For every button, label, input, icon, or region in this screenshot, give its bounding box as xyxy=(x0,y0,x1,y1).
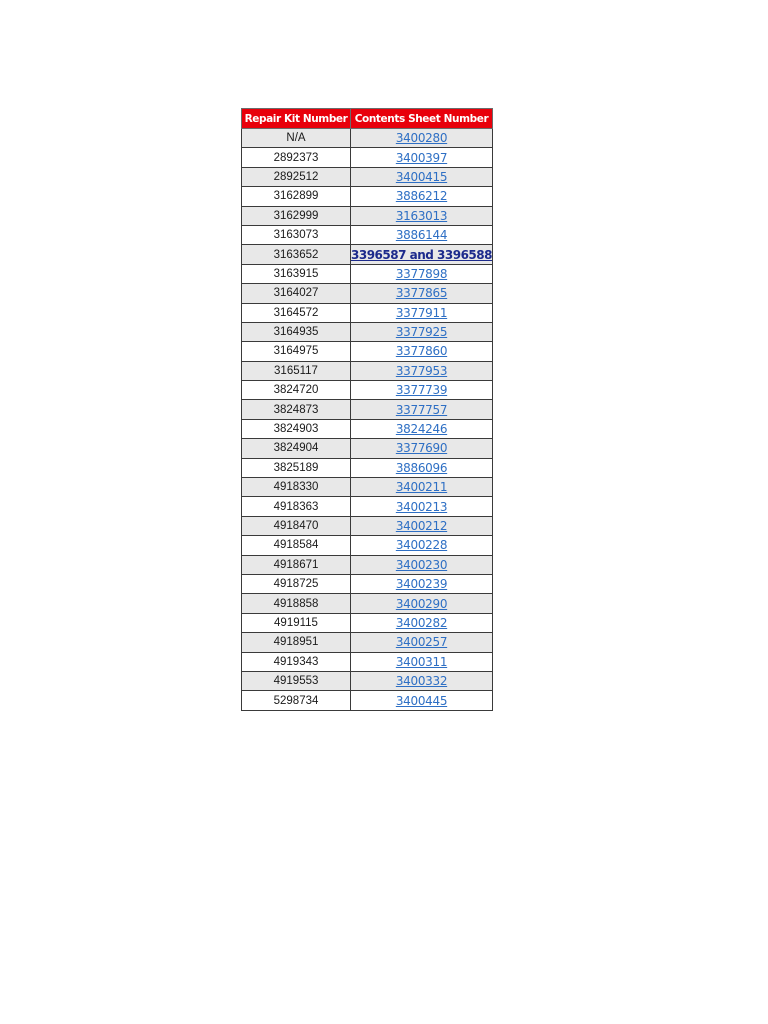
table-row xyxy=(242,516,493,535)
contents-sheet-number-cell xyxy=(351,439,493,458)
contents-sheet-number-cell xyxy=(351,245,493,264)
contents-sheet-link[interactable]: 3377865 xyxy=(395,286,448,301)
contents-sheet-number-cell xyxy=(351,381,493,400)
table-row xyxy=(242,167,493,186)
contents-sheet-number-cell xyxy=(351,187,493,206)
contents-sheet-link[interactable]: 3377925 xyxy=(395,325,448,340)
contents-sheet-number-cell xyxy=(351,536,493,555)
contents-sheet-number-cell xyxy=(351,613,493,632)
contents-sheet-number-cell xyxy=(351,129,493,148)
repair-kit-table xyxy=(241,108,493,711)
table-row xyxy=(242,574,493,593)
repair-kit-number-cell: 2892373 xyxy=(242,148,351,167)
repair-kit-number-cell: 4918470 xyxy=(242,516,351,535)
contents-sheet-link[interactable]: 3400228 xyxy=(395,538,448,553)
repair-kit-number-cell: 3164027 xyxy=(242,284,351,303)
contents-sheet-link[interactable]: 3377953 xyxy=(395,363,448,378)
table-row xyxy=(242,439,493,458)
contents-sheet-number-cell xyxy=(351,303,493,322)
contents-sheet-number-cell xyxy=(351,264,493,283)
contents-sheet-number-cell xyxy=(351,555,493,574)
repair-kit-number-cell: 4919343 xyxy=(242,652,351,671)
repair-kit-number-cell: 3164572 xyxy=(242,303,351,322)
contents-sheet-number-cell xyxy=(351,478,493,497)
table-row xyxy=(242,613,493,632)
contents-sheet-number-cell xyxy=(351,419,493,438)
contents-sheet-link[interactable]: 3886144 xyxy=(395,228,448,243)
repair-kit-number-cell: 3824903 xyxy=(242,419,351,438)
table-row xyxy=(242,478,493,497)
repair-kit-number-cell: 3165117 xyxy=(242,361,351,380)
table-row xyxy=(242,129,493,148)
repair-kit-number-cell: 4918725 xyxy=(242,574,351,593)
repair-kit-number-cell: 3825189 xyxy=(242,458,351,477)
contents-sheet-link[interactable]: 3400332 xyxy=(395,674,448,689)
table-row xyxy=(242,671,493,690)
repair-kit-number-cell: 4918330 xyxy=(242,478,351,497)
repair-kit-number-cell: 3824873 xyxy=(242,400,351,419)
contents-sheet-number-cell xyxy=(351,225,493,244)
table-row xyxy=(242,555,493,574)
table-body xyxy=(242,129,493,711)
contents-sheet-link[interactable]: 3400212 xyxy=(395,519,448,533)
contents-sheet-link[interactable]: 3400230 xyxy=(395,557,448,572)
table-row xyxy=(242,322,493,341)
table-row xyxy=(242,187,493,206)
contents-sheet-link[interactable]: 3400311 xyxy=(395,654,448,669)
table-row xyxy=(242,342,493,361)
contents-sheet-link[interactable]: 3396587 and 3396588 xyxy=(351,247,492,262)
table-row xyxy=(242,691,493,710)
table-row xyxy=(242,536,493,555)
table-row xyxy=(242,652,493,671)
repair-kit-number-cell: 4918584 xyxy=(242,536,351,555)
contents-sheet-link[interactable]: 3824246 xyxy=(395,422,448,437)
contents-sheet-number-cell xyxy=(351,167,493,186)
repair-kit-number-cell: 4919115 xyxy=(242,613,351,632)
contents-sheet-number-cell xyxy=(351,322,493,341)
contents-sheet-link[interactable]: 3377898 xyxy=(395,266,448,281)
contents-sheet-link[interactable]: 3377860 xyxy=(395,344,448,359)
table-row xyxy=(242,381,493,400)
repair-kit-number-cell: 5298734 xyxy=(242,691,351,710)
contents-sheet-link[interactable]: 3400397 xyxy=(395,150,448,165)
repair-kit-number-cell: 3162999 xyxy=(242,206,351,225)
contents-sheet-number-cell xyxy=(351,361,493,380)
contents-sheet-number-cell xyxy=(351,691,493,710)
contents-sheet-number-header: Contents Sheet Number xyxy=(351,109,493,129)
contents-sheet-link[interactable]: 3400211 xyxy=(395,480,448,495)
contents-sheet-link[interactable]: 3377757 xyxy=(395,402,448,417)
repair-kit-number-cell: 4918671 xyxy=(242,555,351,574)
contents-sheet-link[interactable]: 3400213 xyxy=(395,499,448,514)
contents-sheet-link[interactable]: 3400445 xyxy=(395,693,448,708)
contents-sheet-link[interactable]: 3886096 xyxy=(395,460,448,475)
repair-kit-number-cell: 3824720 xyxy=(242,381,351,400)
contents-sheet-number-cell xyxy=(351,148,493,167)
repair-kit-number-cell: 4918951 xyxy=(242,633,351,652)
repair-kit-number-cell: 2892512 xyxy=(242,167,351,186)
repair-kit-number-cell: 4918363 xyxy=(242,497,351,516)
contents-sheet-number-cell xyxy=(351,342,493,361)
table-row xyxy=(242,497,493,516)
contents-sheet-number-cell xyxy=(351,516,493,535)
contents-sheet-number-cell xyxy=(351,458,493,477)
contents-sheet-number-cell xyxy=(351,497,493,516)
contents-sheet-link[interactable]: 3377690 xyxy=(395,441,448,456)
table-row xyxy=(242,206,493,225)
contents-sheet-link[interactable]: 3377911 xyxy=(395,305,448,320)
contents-sheet-number-cell xyxy=(351,206,493,225)
contents-sheet-link[interactable]: 3377739 xyxy=(395,383,448,398)
table-row xyxy=(242,458,493,477)
table-row xyxy=(242,419,493,438)
table-row xyxy=(242,633,493,652)
contents-sheet-number-cell xyxy=(351,633,493,652)
table-row xyxy=(242,284,493,303)
contents-sheet-number-cell xyxy=(351,400,493,419)
repair-kit-number-cell: 4918858 xyxy=(242,594,351,613)
repair-kit-number-cell: 3164935 xyxy=(242,322,351,341)
repair-kit-number-cell: 3163073 xyxy=(242,225,351,244)
table-row xyxy=(242,361,493,380)
contents-sheet-number-cell xyxy=(351,284,493,303)
table-row xyxy=(242,594,493,613)
contents-sheet-link[interactable]: 3400280 xyxy=(395,131,448,146)
contents-sheet-link[interactable]: 3400282 xyxy=(395,615,448,630)
repair-kit-number-cell: 3164975 xyxy=(242,342,351,361)
table-row xyxy=(242,245,493,264)
contents-sheet-link[interactable]: 3400257 xyxy=(395,635,448,650)
table-row xyxy=(242,148,493,167)
contents-sheet-link[interactable]: 3400415 xyxy=(395,169,448,184)
repair-kit-number-cell: 3824904 xyxy=(242,439,351,458)
contents-sheet-link[interactable]: 3886212 xyxy=(395,189,448,204)
repair-kit-number-cell: 3162899 xyxy=(242,187,351,206)
contents-sheet-link[interactable]: 3163013 xyxy=(395,208,448,223)
header-row xyxy=(242,109,493,129)
contents-sheet-number-cell xyxy=(351,652,493,671)
repair-kit-number-header: Repair Kit Number xyxy=(242,109,351,129)
contents-sheet-link[interactable]: 3400239 xyxy=(395,577,448,592)
contents-sheet-number-cell xyxy=(351,671,493,690)
contents-sheet-number-cell xyxy=(351,574,493,593)
table-row xyxy=(242,303,493,322)
repair-kit-number-cell: 3163652 xyxy=(242,245,351,264)
repair-kit-number-cell: N/A xyxy=(242,129,351,148)
contents-sheet-number-cell xyxy=(351,594,493,613)
table-row xyxy=(242,264,493,283)
repair-kit-number-cell: 4919553 xyxy=(242,671,351,690)
repair-kit-number-cell: 3163915 xyxy=(242,264,351,283)
table-row xyxy=(242,225,493,244)
contents-sheet-link[interactable]: 3400290 xyxy=(395,596,448,611)
table-row xyxy=(242,400,493,419)
